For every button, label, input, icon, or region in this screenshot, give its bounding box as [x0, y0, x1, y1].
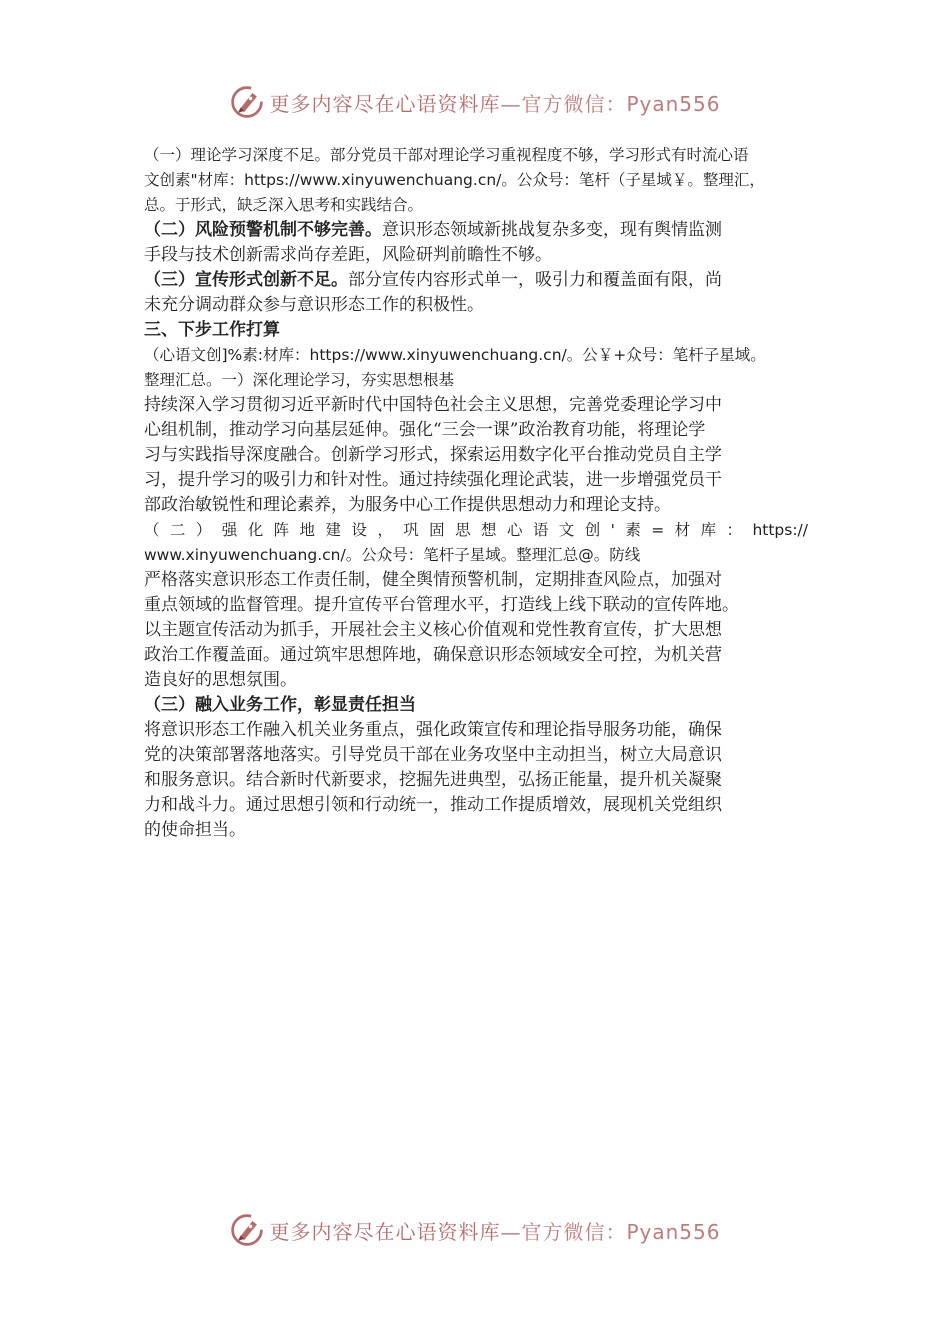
text-line	[144, 543, 808, 568]
text-segment: 政治工作覆盖面。通过筑牢思想阵地，确保意识形态领域安全可控，为机关营	[144, 645, 722, 665]
pen-nib-logo-icon	[229, 1212, 265, 1248]
pen-nib-logo-icon	[229, 84, 265, 120]
header-watermark-banner	[0, 80, 950, 124]
text-segment: 将意识形态工作融入机关业务重点，强化政策宣传和理论指导服务功能，确保	[144, 720, 722, 740]
text-line	[144, 668, 808, 693]
footer-watermark-banner	[0, 1208, 950, 1252]
text-segment: 未充分调动群众参与意识形态工作的积极性。	[144, 295, 484, 315]
text-line	[144, 218, 808, 243]
text-line	[144, 393, 808, 418]
heading-segment: （三）宣传形式创新不足。	[144, 270, 348, 290]
text-segment: 意识形态领域新挑战复杂多变，现有舆情监测	[382, 220, 722, 240]
text-line	[144, 718, 808, 743]
text-line	[144, 343, 808, 368]
text-line	[144, 793, 808, 818]
text-line	[144, 168, 808, 193]
text-line	[144, 618, 808, 643]
text-segment: 严格落实意识形态工作责任制，健全舆情预警机制，定期排查风险点，加强对	[144, 570, 722, 590]
text-segment: 整理汇总。一）深化理论学习，夯实思想根基	[144, 371, 455, 389]
text-line	[144, 693, 808, 718]
text-line	[144, 568, 808, 593]
text-line	[144, 268, 808, 293]
text-line	[144, 468, 808, 493]
text-segment: 手段与技术创新需求尚存差距，风险研判前瞻性不够。	[144, 245, 552, 265]
text-line	[144, 418, 808, 443]
text-segment: （心语文创]%素:材库：https://www.xinyuwenchuang.cn/。公￥+众号：笔杆子星域。	[144, 346, 766, 364]
text-line	[144, 243, 808, 268]
text-segment: 持续深入学习贯彻习近平新时代中国特色社会主义思想，完善党委理论学习中	[144, 395, 722, 415]
heading-segment: （二）风险预警机制不够完善。	[144, 220, 382, 240]
text-segment: 习，提升学习的吸引力和针对性。通过持续强化理论武装，进一步增强党员干	[144, 470, 722, 490]
watermark-text: 更多内容尽在心语资料库—官方微信：Pyan556	[269, 1219, 721, 1244]
text-line	[144, 518, 808, 543]
watermark-text: 更多内容尽在心语资料库—官方微信：Pyan556	[269, 91, 721, 116]
text-segment: 文创素"材库：https://www.xinyuwenchuang.cn/。公众号：笔杆（子星域￥。整理汇，	[144, 171, 765, 189]
text-segment: 部政治敏锐性和理论素养，为服务中心工作提供思想动力和理论支持。	[144, 495, 671, 515]
text-line	[144, 818, 808, 843]
text-segment: 力和战斗力。通过思想引领和行动统一，推动工作提质增效，展现机关党组织	[144, 795, 722, 815]
text-segment: （一）理论学习深度不足。部分党员干部对理论学习重视程度不够，学习形式有时流心语	[144, 146, 749, 164]
text-line	[144, 143, 808, 168]
text-segment: 部分宣传内容形式单一，吸引力和覆盖面有限，尚	[348, 270, 722, 290]
text-segment: 造良好的思想氛围。	[144, 670, 297, 690]
text-segment: 重点领域的监督管理。提升宣传平台管理水平，打造线上线下联动的宣传阵地。	[144, 595, 739, 615]
text-segment: 心组机制，推动学习向基层延伸。强化“三会一课”政治教育功能，将理论学	[144, 420, 706, 440]
text-segment: www.xinyuwenchuang.cn/。公众号：笔杆子星域。整理汇总@。防线	[144, 546, 641, 564]
text-line	[144, 293, 808, 318]
text-line	[144, 493, 808, 518]
text-line	[144, 643, 808, 668]
text-segment: （二）强化阵地建设，巩固思想心语文创'素=材库：https://	[144, 521, 808, 539]
text-line	[144, 318, 808, 343]
heading-segment: 三、下步工作打算	[144, 320, 280, 340]
text-segment: 以主题宣传活动为抓手，开展社会主义核心价值观和党性教育宣传，扩大思想	[144, 620, 722, 640]
heading-segment: （三）融入业务工作，彰显责任担当	[144, 695, 416, 715]
text-line	[144, 768, 808, 793]
text-segment: 党的决策部署落地落实。引导党员干部在业务攻坚中主动担当，树立大局意识	[144, 745, 722, 765]
text-segment: 的使命担当。	[144, 820, 246, 840]
text-line	[144, 593, 808, 618]
text-line	[144, 443, 808, 468]
text-line	[144, 368, 808, 393]
text-segment: 习与实践指导深度融合。创新学习形式，探索运用数字化平台推动党员自主学	[144, 445, 722, 465]
document-body	[144, 143, 808, 843]
text-segment: 总。于形式，缺乏深入思考和实践结合。	[144, 196, 424, 214]
text-line	[144, 743, 808, 768]
text-segment: 和服务意识。结合新时代新要求，挖掘先进典型，弘扬正能量，提升机关凝聚	[144, 770, 722, 790]
text-line	[144, 193, 808, 218]
